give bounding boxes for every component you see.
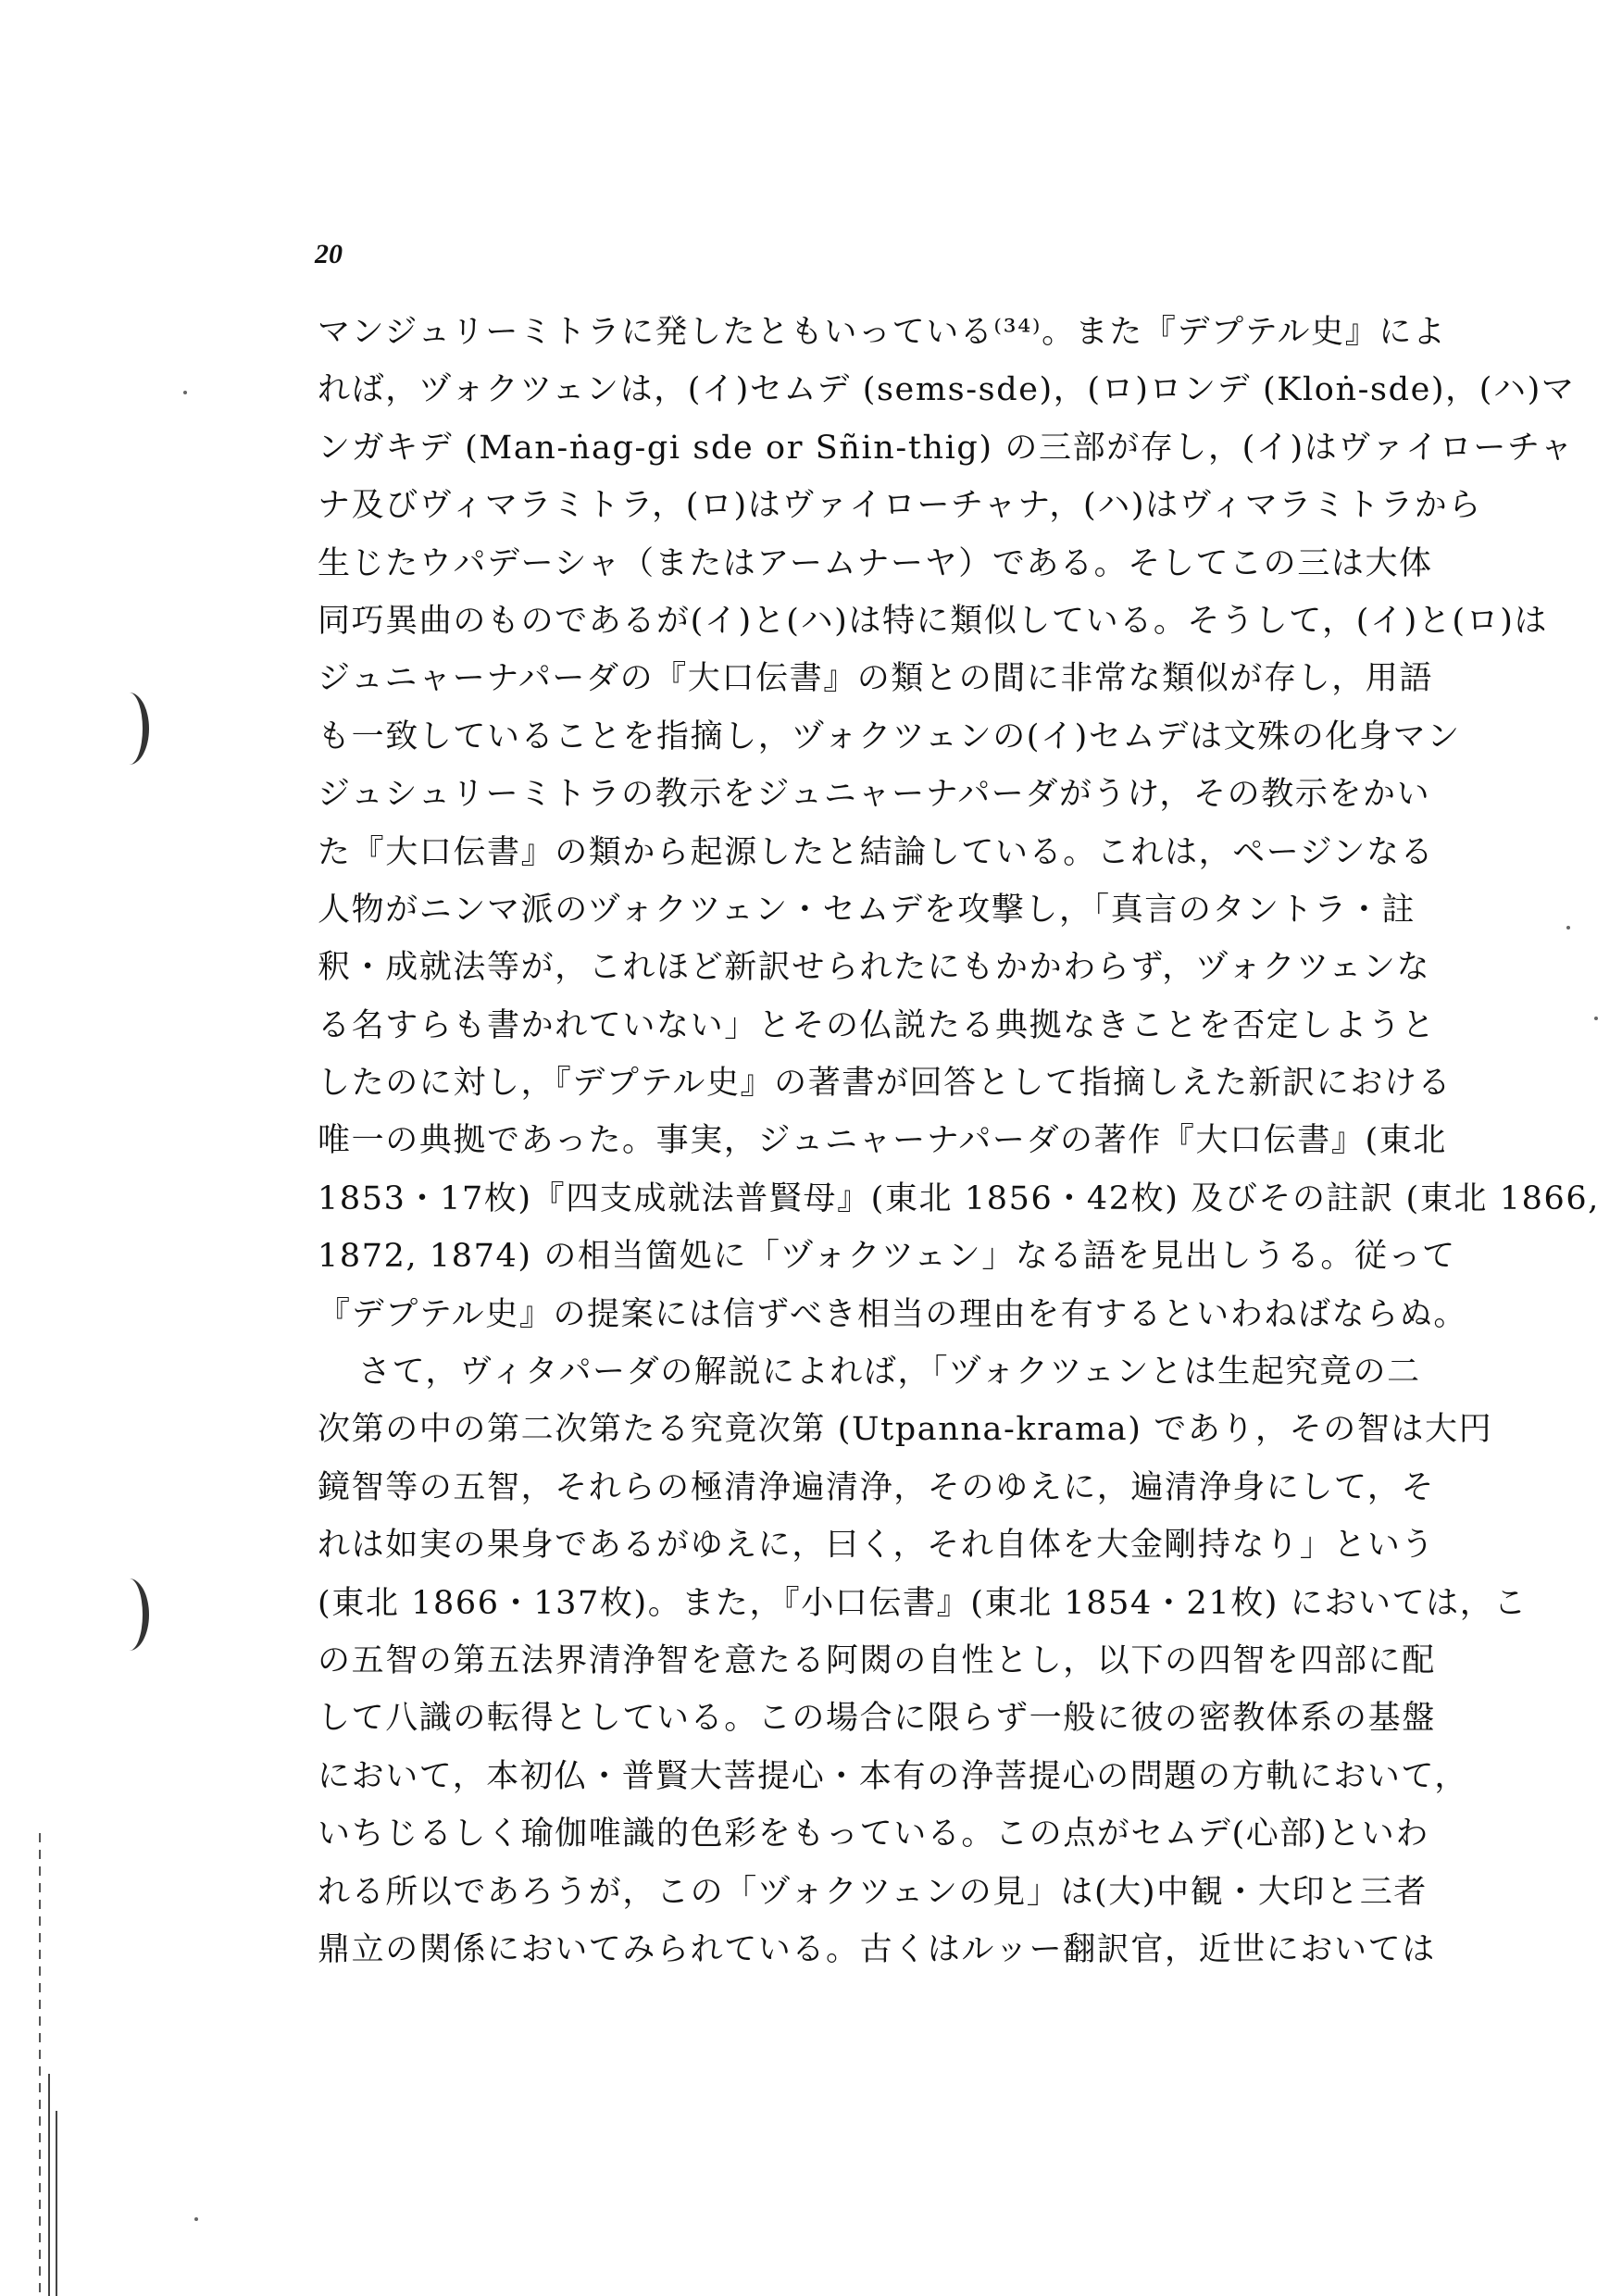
text-line: 同巧異曲のものであるが(イ)と(ハ)は特に類似している。そうして，(イ)と(ロ)は — [318, 602, 1549, 640]
scan-edge-line — [56, 2111, 57, 2296]
scan-speck — [183, 391, 187, 394]
text-line: 釈・成就法等が，これほど新訳せられたにもかかわらず，ヅォクツェンな — [318, 949, 1431, 987]
text-line: 鏡智等の五智，それらの極清浄遍清浄，そのゆえに，遍清浄身にして，そ — [318, 1468, 1436, 1506]
scan-speck — [194, 2217, 198, 2221]
text-line: において，本初仏・普賢大菩提心・本有の浄菩提心の問題の方軌において， — [318, 1757, 1469, 1795]
text-line: 鼎立の関係においてみられている。古くはルッー翻訳官，近世においては — [318, 1930, 1436, 1968]
text-line: 1872, 1874) の相当箇処に「ヅォクツェン」なる語を見出しうる。従って — [318, 1238, 1456, 1276]
text-line: 唯一の典拠であった。事実，ジュニャーナパーダの著作『大口伝書』(東北 — [318, 1122, 1447, 1160]
text-line: して八識の転得としている。この場合に限らず一般に彼の密教体系の基盤 — [318, 1700, 1436, 1738]
text-line: 『デプテル史』の提案には信ずべき相当の理由を有するといわねばならぬ。 — [318, 1295, 1467, 1333]
scan-edge-line — [39, 1833, 41, 2296]
text-line: マンジュリーミトラに発したともいっている⁽³⁴⁾。また『デプテル史』によ — [318, 314, 1447, 351]
text-line: ジュニャーナパーダの『大口伝書』の類との間に非常な類似が存し，用語 — [318, 660, 1434, 698]
text-line: た『大口伝書』の類から起源したと結論している。これは，ページンなる — [318, 833, 1435, 871]
text-line: 1853・17枚)『四支成就法普賢母』(東北 1856・42枚) 及びその註訳 (東北 1866, — [318, 1179, 1600, 1217]
scan-speck — [1566, 926, 1570, 930]
text-line: 次第の中の第二次第たる究竟次第 (Utpanna-krama) であり，その智は大円 — [318, 1411, 1493, 1449]
text-line: (東北 1866・137枚)。また，『小口伝書』(東北 1854・21枚) においては，こ — [318, 1584, 1528, 1622]
text-line: も一致していることを指摘し，ヅォクツェンの(イ)セムデは文殊の化身マン — [318, 718, 1461, 755]
text-line: ジュシュリーミトラの教示をジュニャーナパーダがうけ，その教示をかい — [318, 776, 1431, 814]
paragraph-start-line: さて，ヴィタパーダの解説によれば，「ヅォクツェンとは生起究竟の二 — [358, 1354, 1421, 1391]
text-line: れる所以であろうが，この「ヅォクツェンの見」は(大)中観・大印と三者 — [318, 1873, 1428, 1911]
text-line: れば，ヅォクツェンは，(イ)セムデ (sems-sde)，(ロ)ロンデ (Kloṅ-sde)，(ハ)マ — [318, 371, 1576, 409]
body-text — [318, 304, 1600, 1978]
text-line: したのに対し，『デプテル史』の著書が回答として指摘しえた新訳における — [318, 1065, 1453, 1103]
binding-hole-mark — [109, 1578, 149, 1651]
text-line: 生じたウパデーシャ（またはアームナーヤ）である。そしてこの三は大体 — [318, 544, 1433, 582]
text-line: いちじるしく瑜伽唯識的色彩をもっている。この点がセムデ(心部)といわ — [318, 1816, 1430, 1853]
text-line: れは如実の果身であるがゆえに，曰く，それ自体を大金剛持なり」という — [318, 1527, 1436, 1565]
page-number: 20 — [315, 239, 343, 269]
text-line: る名すらも書かれていない」とその仏説たる典拠なきことを否定しようと — [318, 1006, 1436, 1044]
text-line: ンガキデ (Man-ṅag-gi sde or Sñin-thig) の三部が存し，(イ)はヴァイローチャ — [318, 429, 1575, 467]
scan-edge-line — [48, 2074, 50, 2296]
binding-hole-mark — [109, 693, 149, 765]
scan-speck — [1594, 1017, 1598, 1020]
text-line: 人物がニンマ派のヅォクツェン・セムデを攻撃し，「真言のタントラ・註 — [318, 891, 1416, 929]
text-line: ナ及びヴィマラミトラ，(ロ)はヴァイローチャナ，(ハ)はヴィマラミトラから — [318, 487, 1482, 525]
text-line: の五智の第五法界清浄智を意たる阿閦の自性とし，以下の四智を四部に配 — [318, 1641, 1436, 1679]
